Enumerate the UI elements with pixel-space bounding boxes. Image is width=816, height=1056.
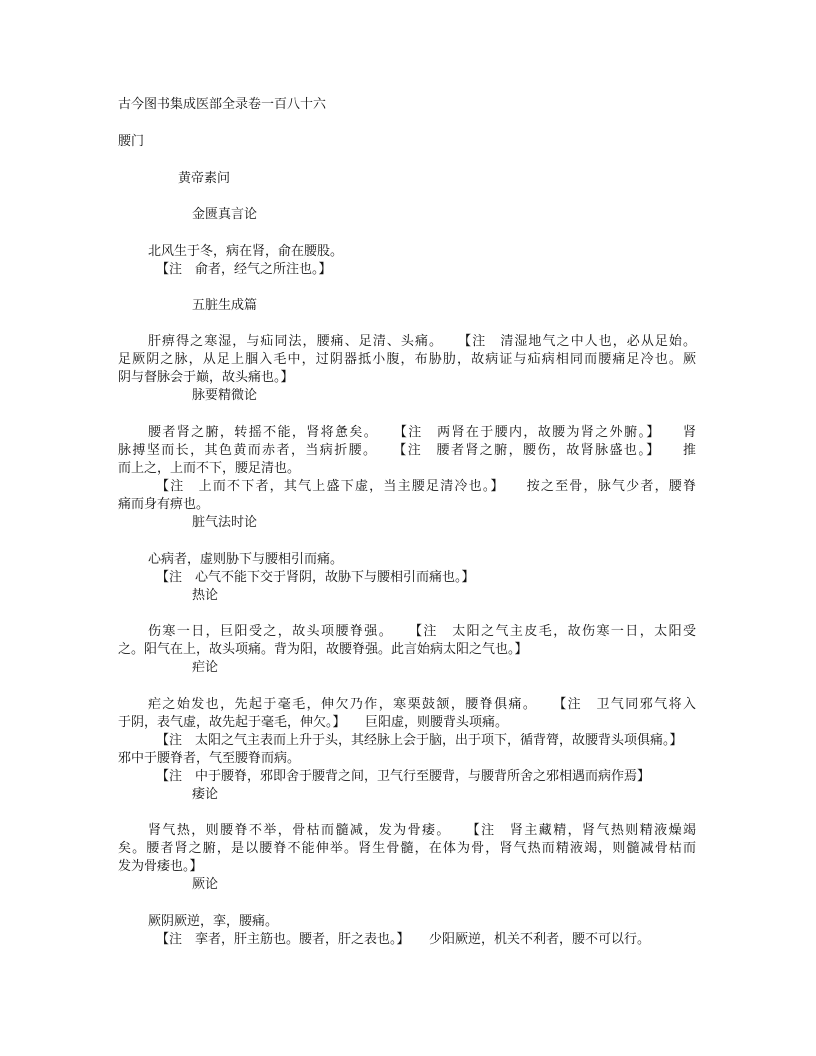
annotation-line: 【注 挛者，肝主筋也。腰者，肝之表也。】 少阳厥逆，机关不利者，腰不可以行。 [156,932,651,947]
chapter-heading: 疟论 [192,660,219,675]
paragraph-line: 之。阳气在上，故头项痛。背为阳，故腰脊强。此言始病太阳之气也。】 [118,642,528,657]
paragraph-line: 心病者，虚则胁下与腰相引而痛。 [148,552,344,567]
paragraph-line: 痛而身有痹也。 [118,497,210,512]
paragraph-line: 肝痹得之寒湿，与疝同法，腰痛、足清、头痛。 【注 清湿地气之中人也，必从足始。 [148,334,696,349]
paragraph-line: 腰者肾之腑，转摇不能，肾将惫矣。 【注 两肾在于腰内，故腰为肾之外腑。】 肾 [148,425,696,440]
paragraph-line: 疟之始发也，先起于毫毛，伸欠乃作，寒栗鼓颔，腰脊俱痛。 【注 卫气同邪气将入 [148,697,696,712]
paragraph-line: 脉搏坚而长，其色黄而赤者，当病折腰。 【注 腰者肾之腑，腰伤，故肾脉盛也。】 推 [118,443,696,458]
paragraph-line: 阴与督脉会于巅，故头痛也。】 [118,370,294,385]
paragraph-line: 【注 上而不下者，其气上盛下虚，当主腰足清冷也。】 按之至骨，脉气少者，腰脊 [156,479,696,494]
annotation-line: 【注 俞者，经气之所注也。】 [156,262,332,277]
chapter-heading: 金匮真言论 [192,207,258,222]
annotation-line: 【注 心气不能下交于肾阴，故胁下与腰相引而痛也。】 [156,570,475,585]
paragraph-line: 邪中于腰脊者，气至腰脊而病。 [118,751,301,766]
paragraph-line: 厥阴厥逆，挛，腰痛。 [148,914,279,929]
paragraph-line: 矣。腰者肾之腑，是以腰脊不能伸举。肾生骨髓，在体为骨，肾气热而精液竭，则髓减骨枯而 [118,841,696,856]
paragraph-line: 北风生于冬，病在肾，俞在腰股。 [148,244,344,259]
paragraph-line: 而上之，上而不下，腰足清也。 [118,461,301,476]
paragraph-line: 伤寒一日，巨阳受之，故头项腰脊强。 【注 太阳之气主皮毛，故伤寒一日，太阳受 [148,624,696,639]
chapter-heading: 痿论 [192,787,219,802]
annotation-line: 【注 太阳之气主表而上升于头，其经脉上会于脑，出于项下，循背膂，故腰背头项俱痛。】 [156,733,683,748]
section-title: 腰门 [118,134,145,149]
chapter-heading: 热论 [192,588,219,603]
chapter-heading: 脉要精微论 [192,388,258,403]
paragraph-line: 肾气热，则腰脊不举，骨枯而髓减，发为骨痿。 【注 肾主藏精，肾气热则精液燥竭 [148,823,696,838]
chapter-heading: 脏气法时论 [192,515,258,530]
chapter-heading: 五脏生成篇 [192,298,258,313]
paragraph-line: 足厥阴之脉，从足上腘入毛中，过阴器抵小腹，布胁肋，故病证与疝病相同而腰痛足冷也。厥 [118,352,696,367]
paragraph-line: 于阴，表气虚，故先起于毫毛，伸欠。】 巨阳虚，则腰背头项痛。 [118,715,509,730]
page-title: 古今图书集成医部全录卷一百八十六 [118,97,327,112]
chapter-heading: 厥论 [192,877,219,892]
source-title: 黄帝素问 [178,171,231,186]
paragraph-line: 发为骨痿也。】 [118,859,203,874]
annotation-line: 【注 中于腰脊，邪即舍于腰背之间，卫气行至腰背，与腰背所舍之邪相遇而病作焉】 [156,769,651,784]
